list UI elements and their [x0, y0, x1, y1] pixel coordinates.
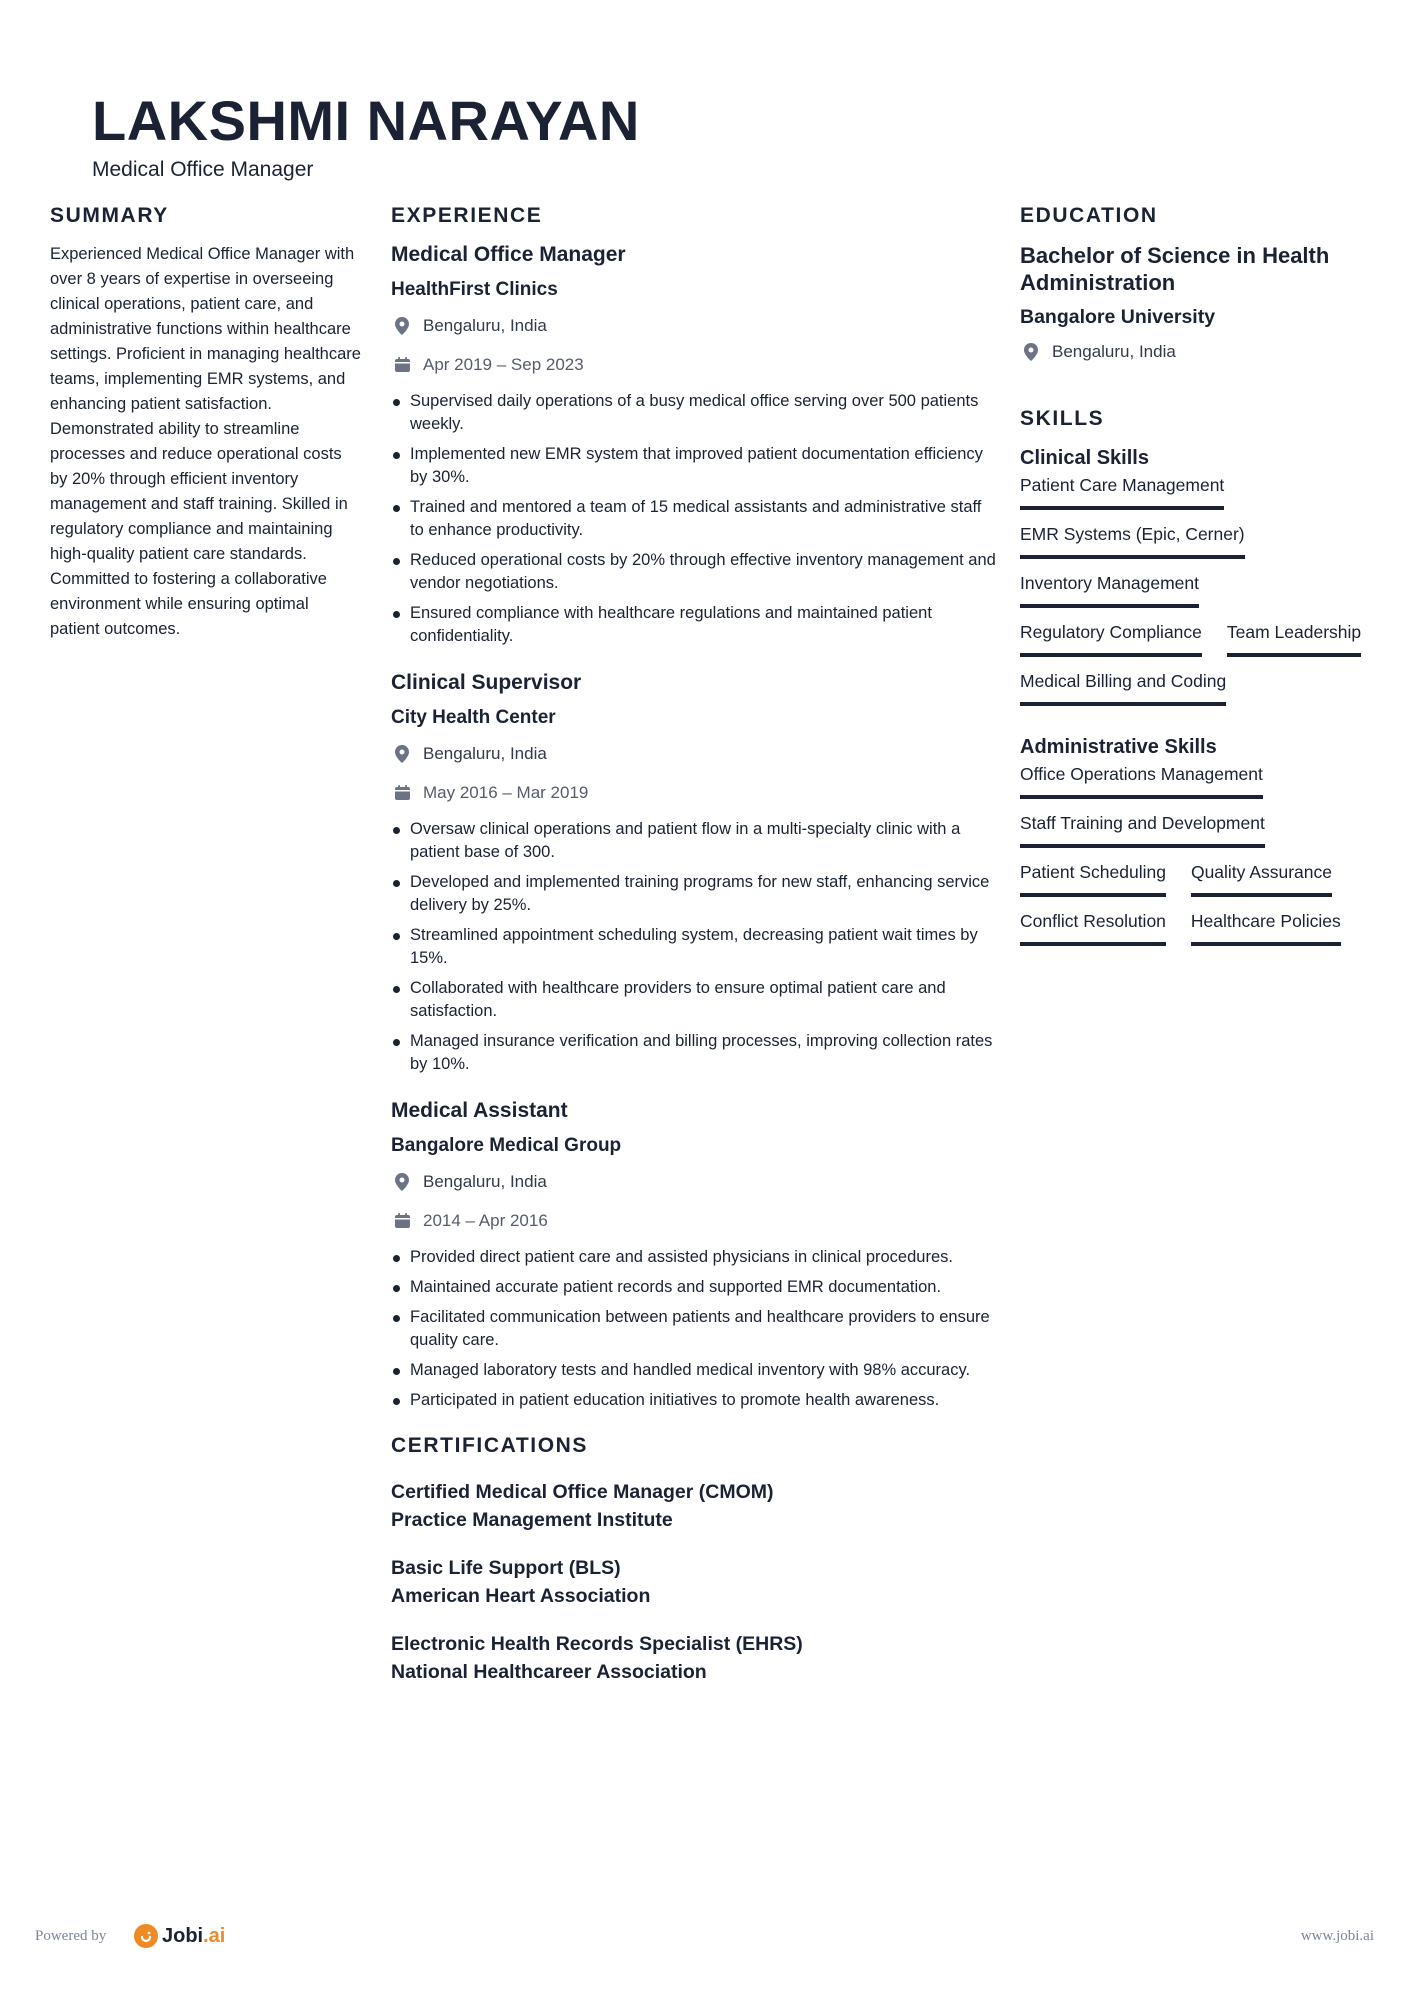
- skill-group-list: [1020, 473, 1370, 718]
- job-bullet: Managed laboratory tests and handled medical inventory with 98% accuracy.: [391, 1359, 996, 1382]
- job-dates: [391, 779, 996, 806]
- job-location: [391, 312, 996, 339]
- certifications-list: [391, 1478, 996, 1686]
- job-location-text: Bengaluru, India: [423, 315, 547, 335]
- skill-group-title: Administrative Skills: [1020, 736, 1217, 758]
- job-bullet: Streamlined appointment scheduling system, decreasing patient wait times by 15%.: [391, 924, 996, 970]
- skill-group-title: Clinical Skills: [1020, 447, 1149, 469]
- job-bullets: [391, 390, 996, 648]
- skill-tag: Patient Care Management: [1020, 473, 1224, 510]
- calendar-icon: [393, 1211, 411, 1231]
- jobi-logo-icon: [134, 1924, 158, 1948]
- job-bullet: Facilitated communication between patients and healthcare providers to ensure quality care.: [391, 1306, 996, 1352]
- job-bullet: Implemented new EMR system that improved patient documentation efficiency by 30%.: [391, 443, 996, 489]
- job-bullets: [391, 818, 996, 1076]
- experience-item: [391, 1098, 996, 1412]
- skill-tag: Conflict Resolution: [1020, 909, 1166, 946]
- certification-item: [391, 1478, 996, 1534]
- certification-item: [391, 1630, 996, 1686]
- skill-tag: Medical Billing and Coding: [1020, 669, 1226, 706]
- skill-tag: Patient Scheduling: [1020, 860, 1166, 897]
- job-dates: [391, 351, 996, 378]
- job-dates-text: Apr 2019 – Sep 2023: [423, 354, 584, 374]
- job-title: Clinical Supervisor: [391, 671, 582, 694]
- skills-list: [1020, 445, 1370, 958]
- job-bullet: Reduced operational costs by 20% through effective inventory management and vendor negotiations.: [391, 549, 996, 595]
- summary-text: Experienced Medical Office Manager with over 8 years of expertise in overseeing clinical operations, patient care, and administrative functions within healthcare settings. Proficient in managing healthcare teams, implementing EMR systems, and enhancing patient satisfaction. Demonstrated ability to streamline processes and reduce operational costs by 20% through efficient inventory management and staff training. Skilled in regulatory compliance and maintaining high-quality patient care standards. Committed to fostering a collaborative environment while ensuring optimal patient outcomes.: [50, 245, 361, 638]
- jobi-logo[interactable]: [134, 1924, 225, 1948]
- skill-tag: Staff Training and Development: [1020, 811, 1265, 848]
- certification-item: [391, 1554, 996, 1610]
- skill-tag: Regulatory Compliance: [1020, 620, 1202, 657]
- experience-list: [391, 242, 996, 1412]
- job-title: Medical Assistant: [391, 1099, 568, 1122]
- skill-tag: Quality Assurance: [1191, 860, 1332, 897]
- skill-group-list: [1020, 762, 1370, 958]
- job-bullet: Collaborated with healthcare providers to ensure optimal patient care and satisfaction.: [391, 977, 996, 1023]
- skill-tag: Inventory Management: [1020, 571, 1199, 608]
- education-heading: EDUCATION: [1020, 204, 1158, 227]
- summary-heading: SUMMARY: [50, 204, 169, 227]
- experience-item: [391, 242, 996, 648]
- job-dates-text: 2014 – Apr 2016: [423, 1210, 548, 1230]
- candidate-title: Medical Office Manager: [92, 158, 314, 181]
- job-bullet: Provided direct patient care and assisted physicians in clinical procedures.: [391, 1246, 996, 1269]
- map-pin-icon: [393, 1172, 411, 1192]
- job-location: [391, 1168, 996, 1195]
- logo-suffix-text: .ai: [203, 1924, 226, 1947]
- experience-column: [391, 204, 996, 1706]
- job-bullet: Trained and mentored a team of 15 medical assistants and administrative staff to enhance productivity.: [391, 496, 996, 542]
- job-company: HealthFirst Clinics: [391, 279, 558, 300]
- website-link[interactable]: www.jobi.ai: [1300, 1928, 1374, 1944]
- job-bullet: Ensured compliance with healthcare regulations and maintained patient confidentiality.: [391, 602, 996, 648]
- certification-name: Electronic Health Records Specialist (EHRS): [391, 1633, 803, 1655]
- job-location: [391, 740, 996, 767]
- certification-org: National Healthcareer Association: [391, 1661, 707, 1683]
- skill-tag: Team Leadership: [1227, 620, 1361, 657]
- skills-heading: SKILLS: [1020, 407, 1105, 430]
- certification-org: American Heart Association: [391, 1585, 651, 1607]
- map-pin-icon: [393, 744, 411, 764]
- right-column: [1020, 204, 1370, 974]
- job-location-text: Bengaluru, India: [423, 1171, 547, 1191]
- job-bullet: Managed insurance verification and billing processes, improving collection rates by 10%.: [391, 1030, 996, 1076]
- job-bullet: Maintained accurate patient records and supported EMR documentation.: [391, 1276, 996, 1299]
- education-school: Bangalore University: [1020, 306, 1216, 328]
- job-bullet: Supervised daily operations of a busy medical office serving over 500 patients weekly.: [391, 390, 996, 436]
- job-bullets: [391, 1246, 996, 1412]
- certification-name: Certified Medical Office Manager (CMOM): [391, 1481, 774, 1503]
- certification-org: Practice Management Institute: [391, 1509, 673, 1531]
- job-dates-text: May 2016 – Mar 2019: [423, 782, 589, 802]
- footer: [0, 1920, 1411, 1960]
- calendar-icon: [393, 355, 411, 375]
- skill-tag: Healthcare Policies: [1191, 909, 1341, 946]
- map-pin-icon: [1022, 342, 1040, 362]
- skill-tag: EMR Systems (Epic, Cerner): [1020, 522, 1245, 559]
- education-degree: Bachelor of Science in Health Administration: [1020, 243, 1330, 295]
- experience-item: [391, 670, 996, 1076]
- job-bullet: Oversaw clinical operations and patient flow in a multi-specialty clinic with a patient base of 300.: [391, 818, 996, 864]
- job-bullet: Developed and implemented training programs for new staff, enhancing service delivery by 25%.: [391, 871, 996, 917]
- job-title: Medical Office Manager: [391, 243, 626, 266]
- skill-tag: Office Operations Management: [1020, 762, 1263, 799]
- job-company: City Health Center: [391, 707, 556, 728]
- job-dates: [391, 1207, 996, 1234]
- education-location-text: Bengaluru, India: [1052, 341, 1176, 361]
- powered-by-label: Powered by: [35, 1928, 107, 1944]
- map-pin-icon: [393, 316, 411, 336]
- summary-section: [50, 204, 362, 642]
- job-bullet: Participated in patient education initiatives to promote health awareness.: [391, 1389, 996, 1412]
- candidate-name: LAKSHMI NARAYAN: [92, 89, 640, 152]
- education-location: [1020, 338, 1370, 365]
- job-company: Bangalore Medical Group: [391, 1135, 622, 1156]
- calendar-icon: [393, 783, 411, 803]
- experience-heading: EXPERIENCE: [391, 204, 543, 227]
- job-location-text: Bengaluru, India: [423, 743, 547, 763]
- logo-main-text: Jobi: [162, 1924, 204, 1947]
- certification-name: Basic Life Support (BLS): [391, 1557, 621, 1579]
- certifications-heading: CERTIFICATIONS: [391, 1434, 589, 1457]
